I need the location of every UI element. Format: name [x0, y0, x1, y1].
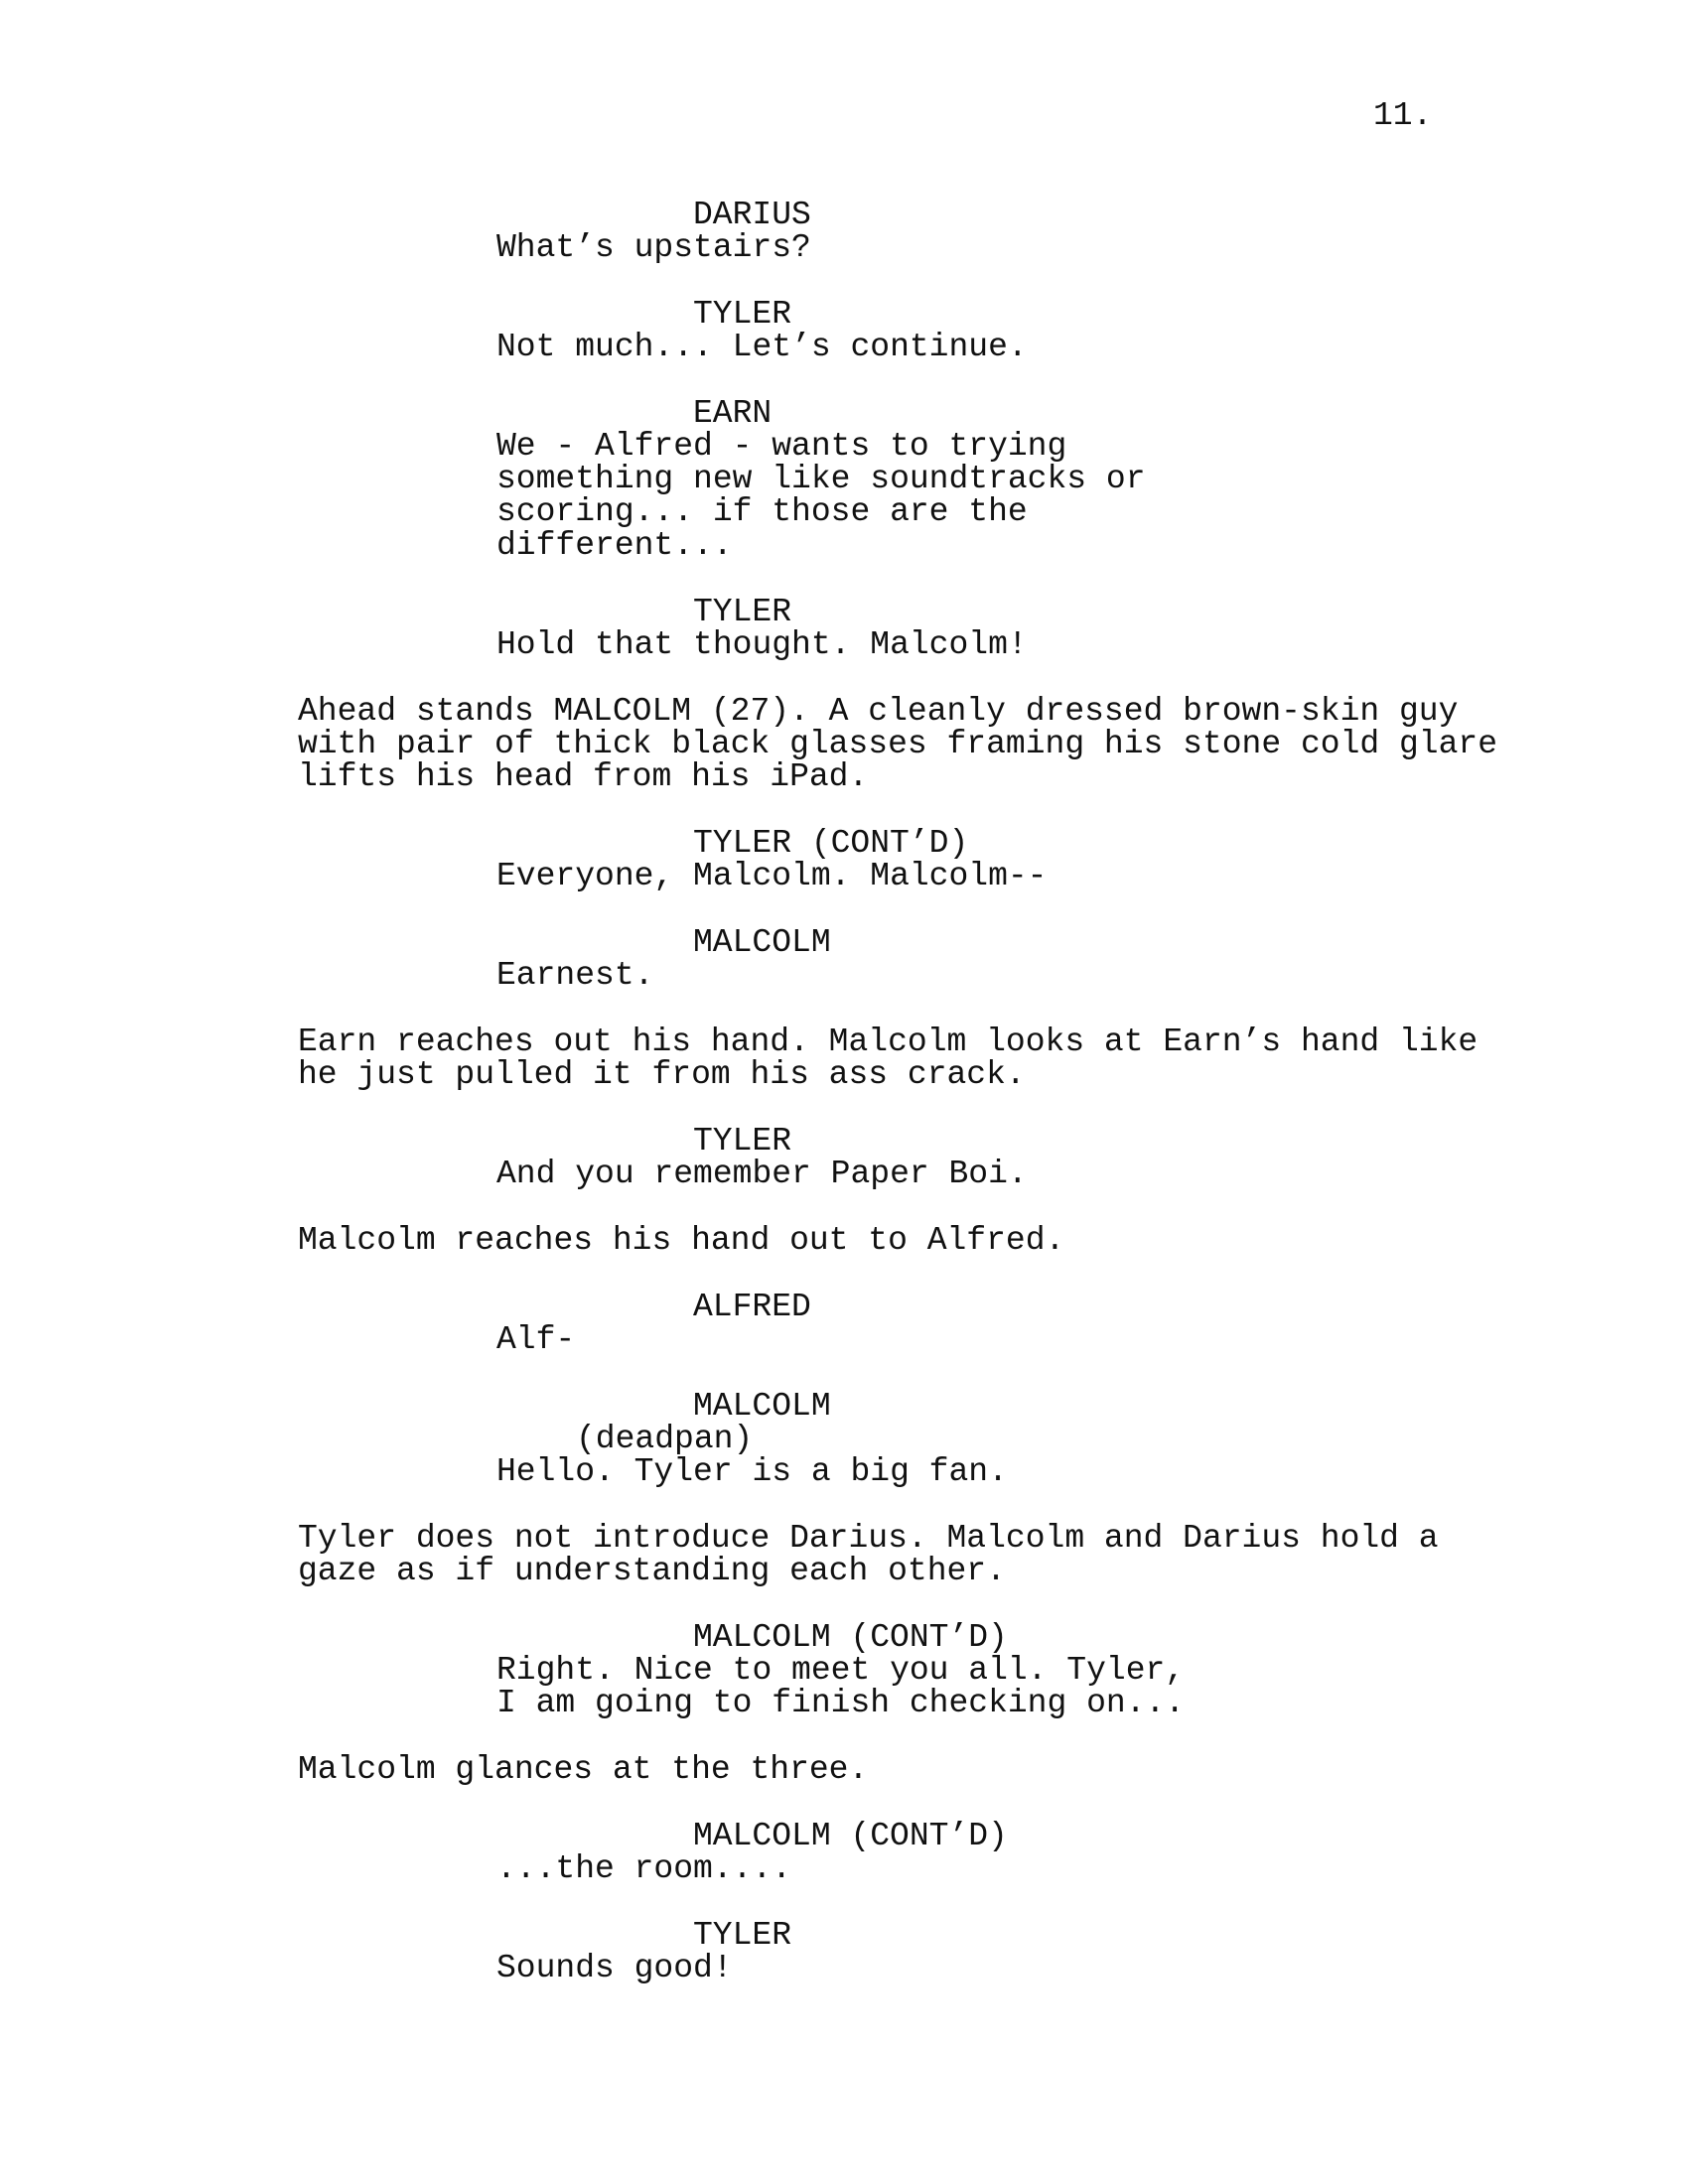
character-name: MALCOLM (CONT’D) [693, 1619, 1008, 1656]
action-line: Tyler does not introduce Darius. Malcolm and Darius hold a [298, 1520, 1439, 1557]
dialogue-line: different... [496, 527, 733, 564]
action-line: Ahead stands MALCOLM (27). A cleanly dressed brown-skin guy [298, 693, 1459, 730]
action-line: gaze as if understanding each other. [298, 1553, 1006, 1589]
parenthetical: (deadpan) [576, 1421, 754, 1457]
character-name: TYLER [693, 296, 792, 333]
action-line: lifts his head from his iPad. [298, 758, 869, 795]
character-name: MALCOLM (CONT’D) [693, 1818, 1008, 1854]
character-name: TYLER (CONT’D) [693, 825, 969, 862]
page-number: 11. [1373, 97, 1433, 134]
action-line: Malcolm reaches his hand out to Alfred. [298, 1222, 1065, 1259]
dialogue-line: ...the room.... [496, 1850, 792, 1887]
character-name: TYLER [693, 594, 792, 630]
dialogue-line: Hold that thought. Malcolm! [496, 626, 1028, 663]
dialogue-line: Earnest. [496, 957, 654, 994]
dialogue-line: something new like soundtracks or [496, 461, 1146, 497]
dialogue-line: I am going to finish checking on... [496, 1685, 1186, 1721]
character-name: MALCOLM [693, 1388, 831, 1425]
dialogue-line: And you remember Paper Boi. [496, 1156, 1028, 1192]
dialogue-line: Everyone, Malcolm. Malcolm-- [496, 858, 1048, 894]
dialogue-line: We - Alfred - wants to trying [496, 428, 1067, 465]
dialogue-line: Alf- [496, 1321, 576, 1358]
character-name: DARIUS [693, 197, 811, 233]
action-line: Earn reaches out his hand. Malcolm looks at Earn’s hand like [298, 1024, 1478, 1060]
character-name: TYLER [693, 1917, 792, 1954]
dialogue-line: Hello. Tyler is a big fan. [496, 1453, 1008, 1490]
dialogue-line: Not much... Let’s continue. [496, 329, 1028, 365]
character-name: TYLER [693, 1123, 792, 1160]
dialogue-line: Right. Nice to meet you all. Tyler, [496, 1652, 1186, 1689]
character-name: EARN [693, 395, 773, 432]
dialogue-line: What’s upstairs? [496, 229, 811, 266]
dialogue-line: Sounds good! [496, 1950, 733, 1986]
dialogue-line: scoring... if those are the [496, 493, 1028, 530]
character-name: MALCOLM [693, 924, 831, 961]
action-line: with pair of thick black glasses framing his stone cold glare [298, 726, 1497, 762]
character-name: ALFRED [693, 1289, 811, 1325]
action-line: he just pulled it from his ass crack. [298, 1056, 1026, 1093]
action-line: Malcolm glances at the three. [298, 1751, 869, 1788]
